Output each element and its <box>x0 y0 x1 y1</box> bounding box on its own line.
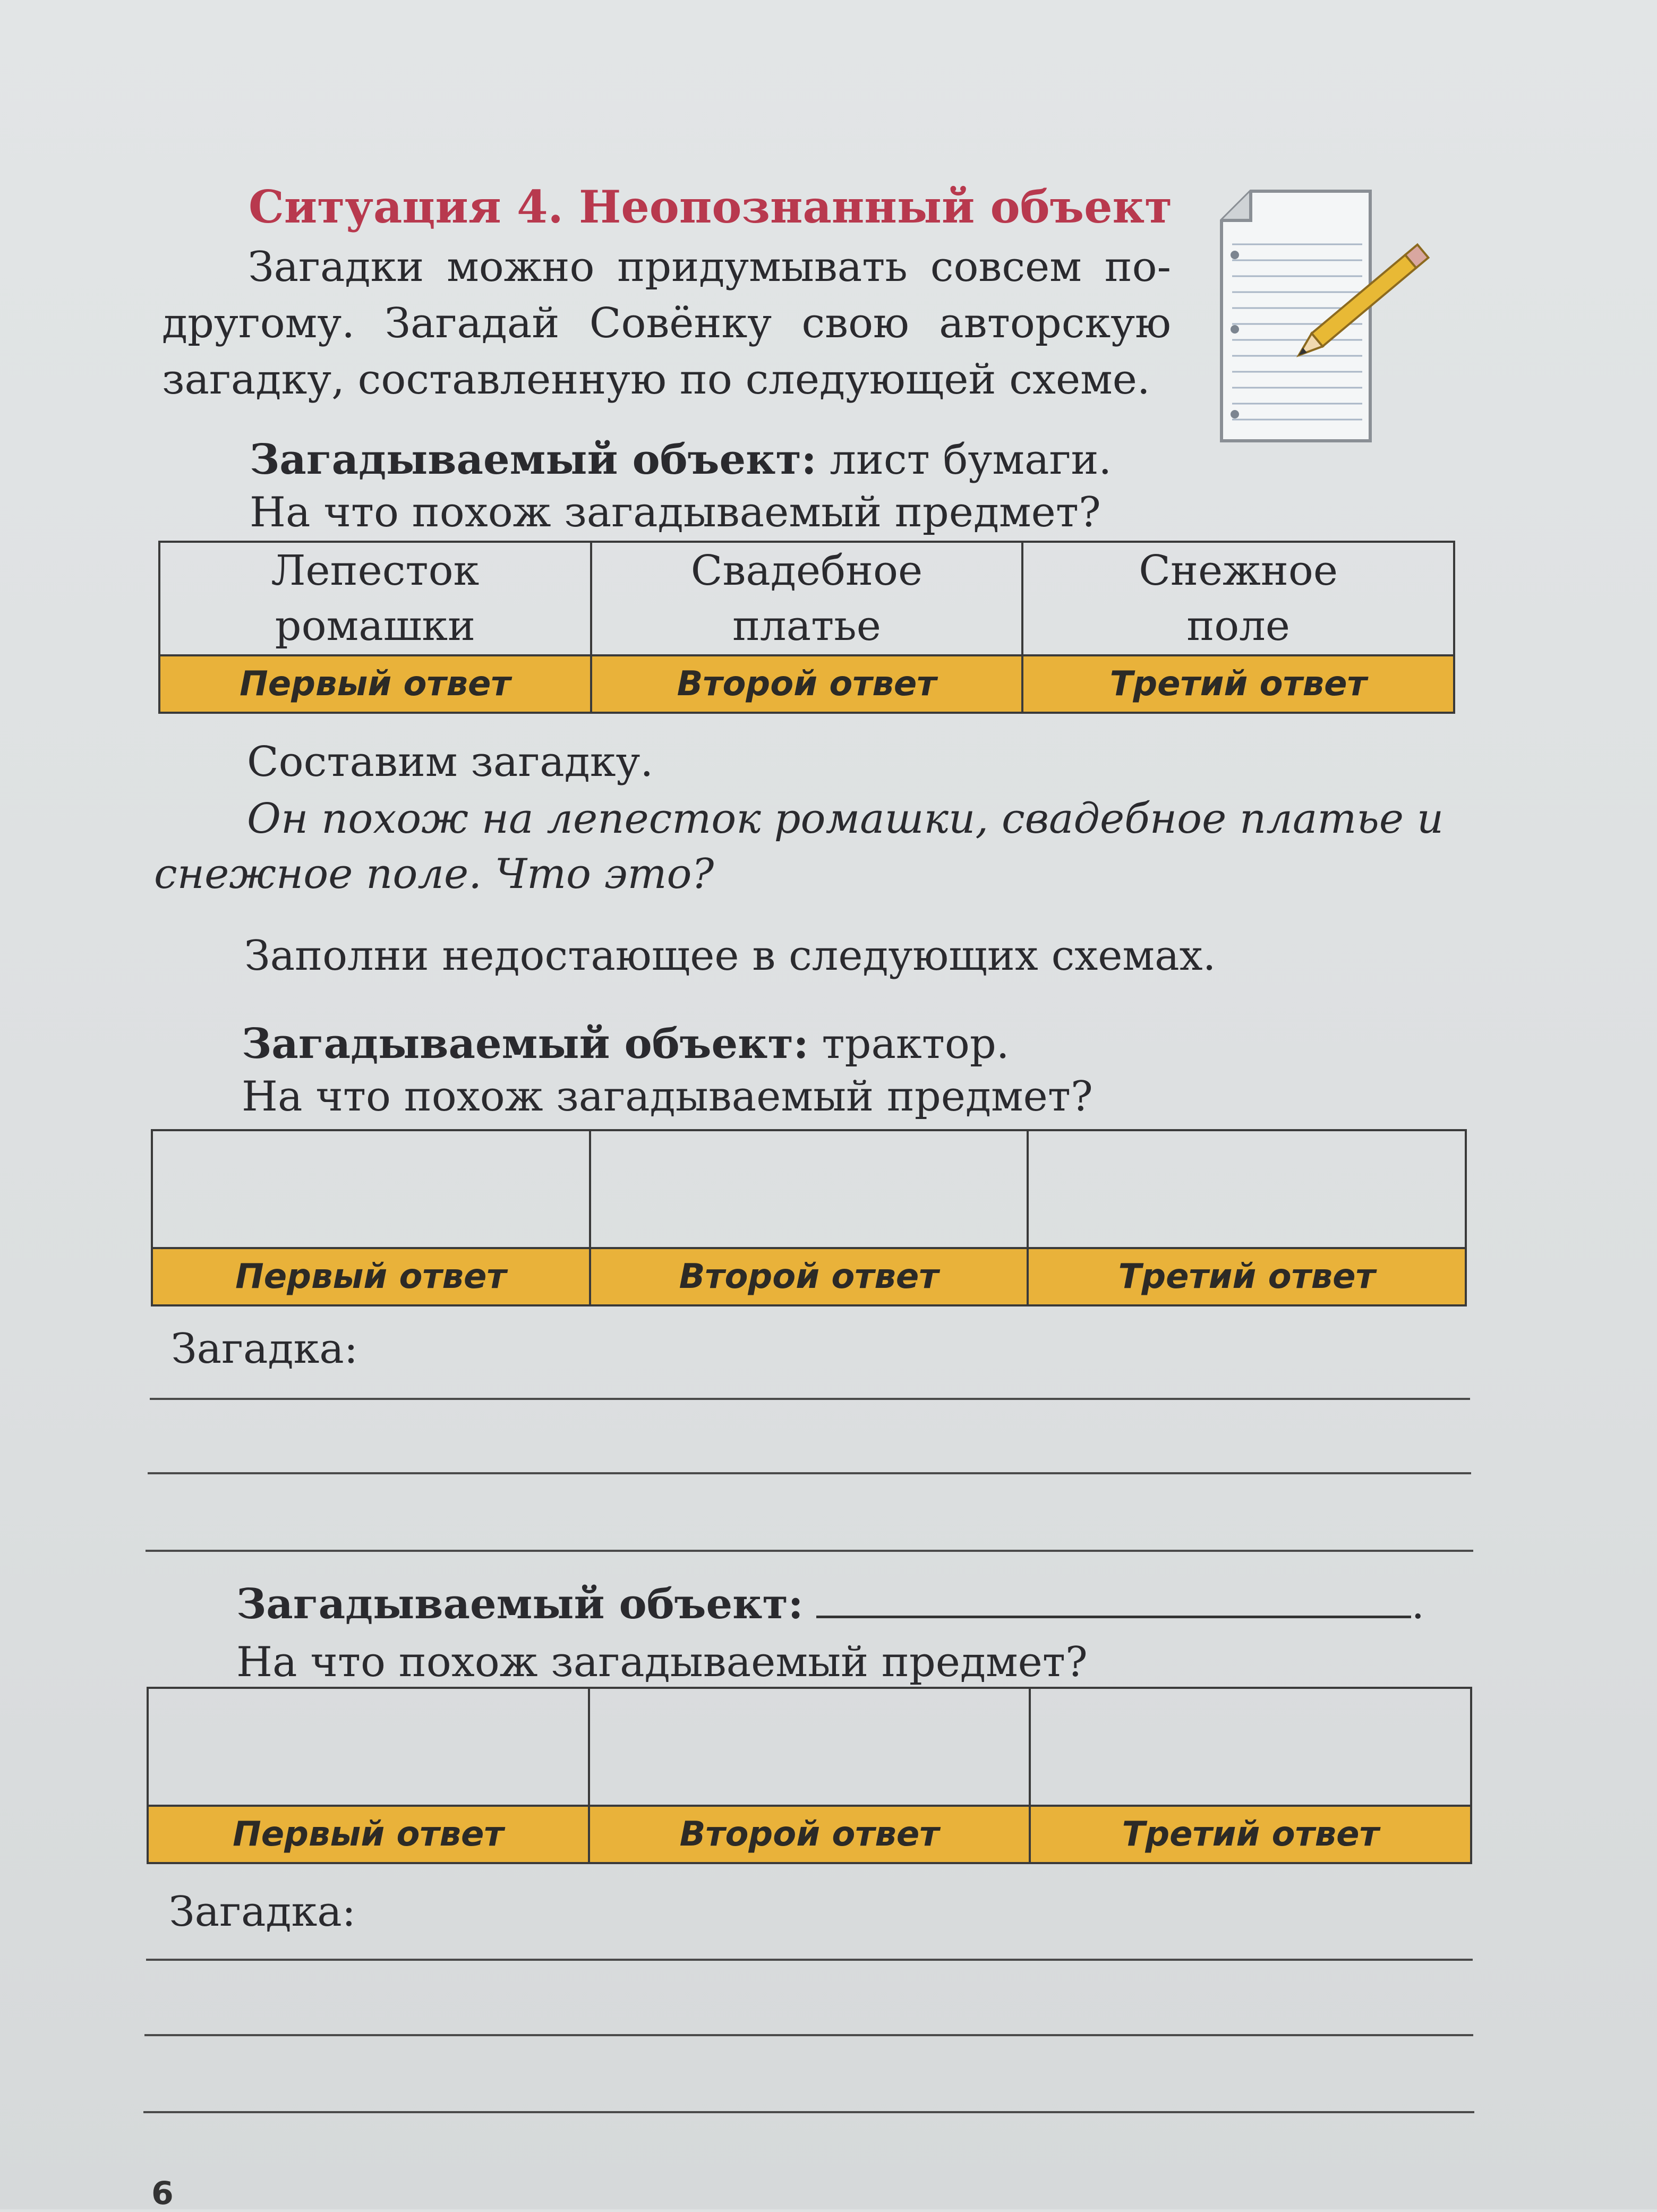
answer-label-first: Первый ответ <box>159 655 591 713</box>
answer-line[interactable] <box>150 1398 1470 1400</box>
blank-cell[interactable] <box>590 1130 1028 1248</box>
blank-cell[interactable] <box>589 1688 1030 1806</box>
answer-label-third: Третий ответ <box>1030 1806 1471 1863</box>
object-line-1: Загадываемый объект: лист бумаги. <box>250 435 1112 484</box>
blank-cell[interactable] <box>152 1130 590 1248</box>
page-number: 6 <box>151 2175 174 2212</box>
notepad-pencil-illustration <box>1211 181 1434 457</box>
answer-line[interactable] <box>146 1959 1473 1961</box>
blank-cell[interactable] <box>1028 1130 1466 1248</box>
answer-label-second: Второй ответ <box>591 655 1023 713</box>
blank-cell[interactable] <box>148 1688 589 1806</box>
instruction-line: Заполни недостающее в следующих схемах. <box>244 932 1216 980</box>
answer-label-second: Второй ответ <box>590 1248 1028 1305</box>
word-cell: Свадебное платье <box>591 542 1023 655</box>
word-cell: Лепесток ромашки <box>159 542 591 655</box>
scheme-table-3 <box>147 1687 1472 1864</box>
answer-line[interactable] <box>146 1550 1473 1552</box>
example-riddle: Он похож на лепесток ромашки, свадебное платье и снежное поле. Что это? <box>154 795 1444 898</box>
answer-line[interactable] <box>144 2034 1473 2036</box>
riddle-label-2: Загадка: <box>171 1325 358 1373</box>
question-line-3: На что похож загадываемый предмет? <box>236 1638 1088 1686</box>
compose-riddle-line: Составим загадку. <box>247 738 654 786</box>
riddle-label-3: Загадка: <box>169 1888 356 1936</box>
scheme-table-1 <box>158 541 1455 714</box>
object-blank[interactable] <box>816 1584 1411 1618</box>
question-line-1: На что похож загадываемый предмет? <box>250 489 1101 536</box>
question-line-2: На что похож загадываемый предмет? <box>242 1073 1093 1121</box>
answer-label-first: Первый ответ <box>152 1248 590 1305</box>
answer-label-third: Третий ответ <box>1022 655 1454 713</box>
scheme-table-2 <box>151 1129 1467 1306</box>
answer-label-third: Третий ответ <box>1028 1248 1466 1305</box>
section-title: Ситуация 4. Неопознанный объект <box>249 181 1173 233</box>
intro-paragraph: Загадки можно придумывать совсем по-другому. Загадай Совёнку свою авторскую загадку, составленную по следующей схеме. <box>162 243 1171 404</box>
object-line-3: Загадываемый объект: . <box>236 1580 1425 1628</box>
answer-label-second: Второй ответ <box>589 1806 1030 1863</box>
answer-line[interactable] <box>143 2111 1474 2113</box>
answer-line[interactable] <box>148 1472 1471 1474</box>
blank-cell[interactable] <box>1030 1688 1471 1806</box>
object-line-2: Загадываемый объект: трактор. <box>242 1020 1010 1068</box>
word-cell: Снежное поле <box>1022 542 1454 655</box>
answer-label-first: Первый ответ <box>148 1806 589 1863</box>
